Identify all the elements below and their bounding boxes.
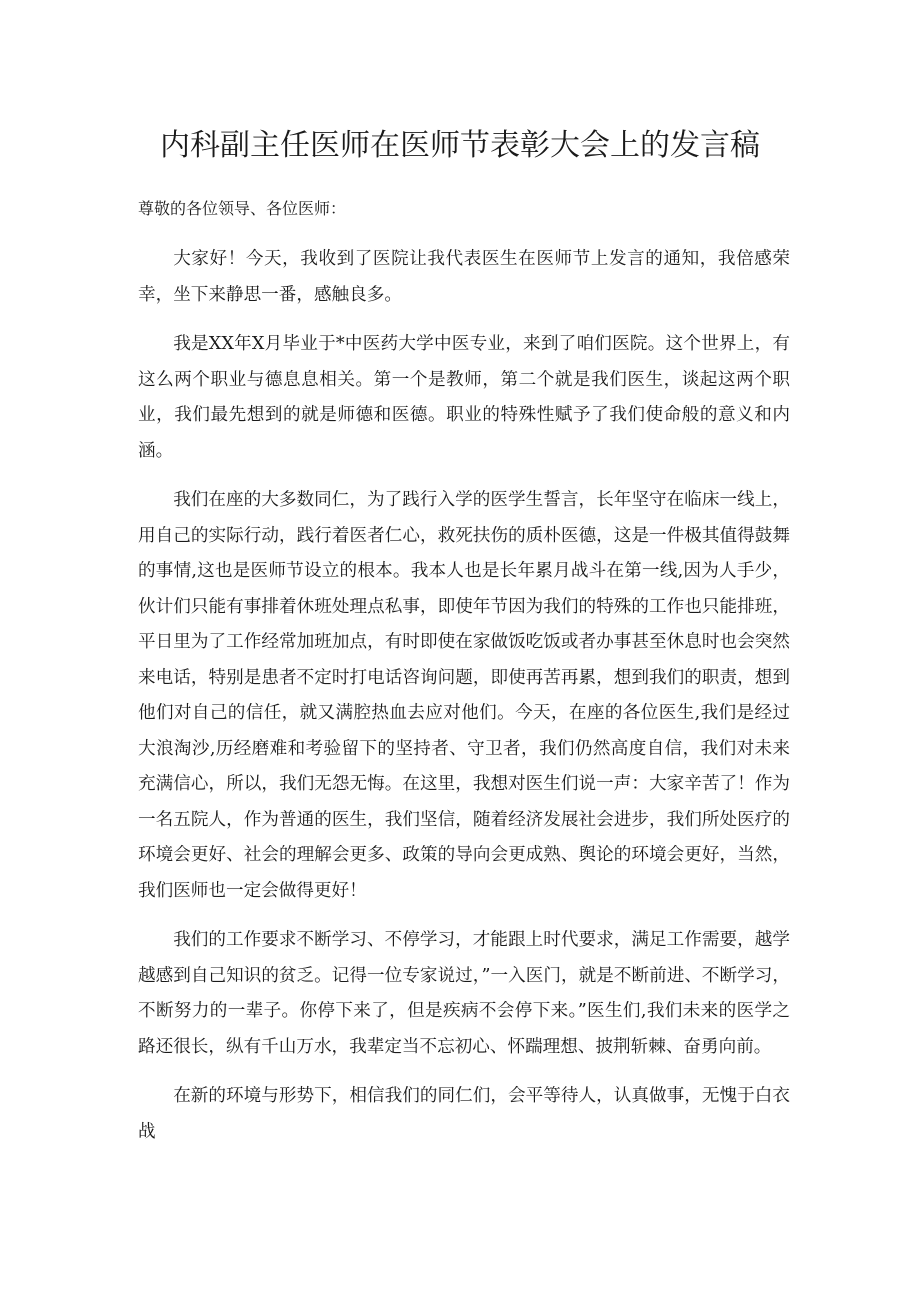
paragraph-closing: 在新的环境与形势下，相信我们的同仁们，会平等待人，认真做事，无愧于白衣战 <box>138 1086 790 1142</box>
salutation: 尊敬的各位领导、各位医师： <box>138 199 347 218</box>
paragraph-dedication: 我们在座的大多数同仁，为了践行入学的医学生誓言，长年坚守在临床一线上，用自己的实际行动，践行着医者仁心，救死扶伤的质朴医德，这是一件极其值得鼓舞的事情,这也是医师节设立的根本。我本人也是长年累月战斗在第一线,因为人手少，伙计们只能有事排着休班处理点私事，即使年节因为我们的特殊的工作也只能排班，平日里为了工作经常加班加点，有时即使在家做饭吃饭或者办事甚至休息时也会突然来电话，特别是患者不定时打电话咨询问题，即使再苦再累，想到我们的职责，想到他们对自己的信任，就又满腔热血去应对他们。今天，在座的各位医生,我们是经过大浪淘沙,历经磨难和考验留下的坚持者、守卫者，我们仍然高度自信，我们对未来充满信心，所以，我们无怨无悔。在这里，我想对医生们说一声：大家辛苦了！作为一名五院人，作为普通的医生，我们坚信，随着经济发展社会进步，我们所处医疗的环境会更好、社会的理解会更多、政策的导向会更成熟、舆论的环境会更好，当然，我们医师也一定会做得更好！ <box>138 490 790 901</box>
paragraph-learning: 我们的工作要求不断学习、不停学习，才能跟上时代要求，满足工作需要，越学越感到自己知识的贫乏。记得一位专家说过，”一入医门，就是不断前进、不断学习，不断努力的一辈子。你停下来了，但是疾病不会停下来。”医生们,我们未来的医学之路还很长，纵有千山万水，我辈定当不忘初心、怀踹理想、披荆斩棘、奋勇向前。 <box>138 930 790 1057</box>
paragraph-greeting: 大家好！今天，我收到了医院让我代表医生在医师节上发言的通知，我倍感荣幸，坐下来静思一番，感触良多。 <box>138 249 790 305</box>
document-title: 内科副主任医师在医师节表彰大会上的发言稿 <box>160 128 760 163</box>
document-body <box>138 196 790 1150</box>
paragraph-background: 我是XX年X月毕业于*中医药大学中医专业，来到了咱们医院。这个世界上，有这么两个职业与德息息相关。第一个是教师，第二个就是我们医生，谈起这两个职业，我们最先想到的就是师德和医德。职业的特殊性赋予了我们使命般的意义和内涵。 <box>138 334 790 461</box>
